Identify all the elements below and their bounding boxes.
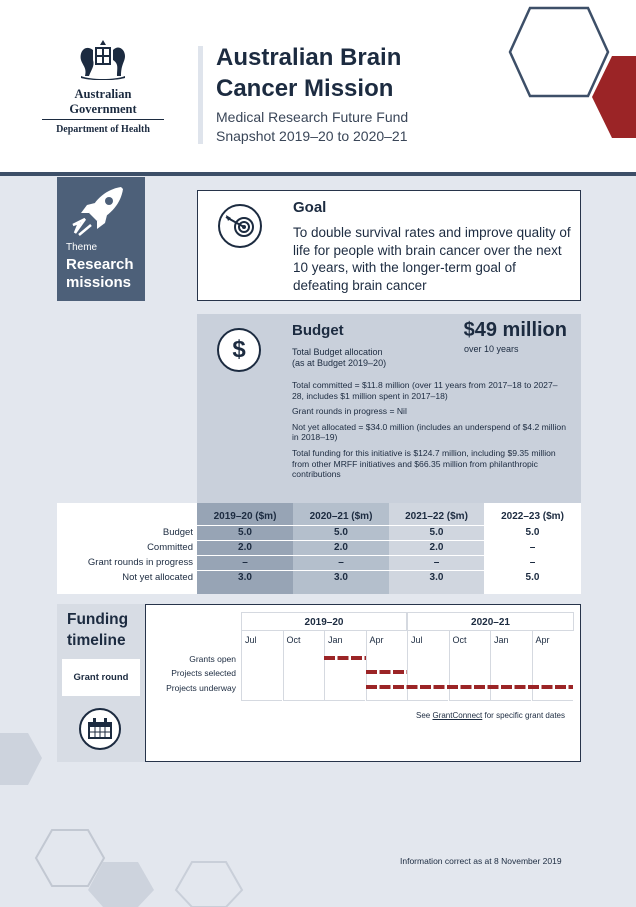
budget-amount: $49 million xyxy=(463,319,567,341)
budget-box xyxy=(197,314,581,504)
goal-box xyxy=(197,190,581,301)
header-divider xyxy=(0,172,636,176)
title-accent-bar xyxy=(198,46,203,144)
title-line-1: Australian Brain xyxy=(216,44,402,71)
budget-heading: Budget xyxy=(292,322,344,339)
budget-note: Total funding for this initiative is $124.7 million, including $9.35 million from other MRFF initiatives and $66.35 million from philanthropic contributions xyxy=(292,447,556,480)
theme-name-line-1: Research xyxy=(66,256,134,273)
row-label: Budget xyxy=(162,527,193,538)
cell: – xyxy=(338,557,344,568)
year-header: 2020–21 xyxy=(407,612,574,631)
cell: 2.0 xyxy=(238,542,252,553)
cell: 3.0 xyxy=(334,572,348,583)
grantconnect-note xyxy=(416,711,565,720)
table-header: 2022–23 ($m) xyxy=(501,511,564,522)
subtitle-line-1: Medical Research Future Fund xyxy=(216,109,409,125)
budget-total-label xyxy=(292,347,442,369)
note-prefix: See xyxy=(416,711,433,720)
goal-text: To double survival rates and improve quality of life for people with brain cancer over the next 10 years, with the longer-term goal of defeating brain cancer xyxy=(293,225,571,293)
row-label: Not yet allocated xyxy=(122,572,193,583)
cell: – xyxy=(242,557,248,568)
table-row xyxy=(57,570,581,585)
month-column: Oct xyxy=(283,631,324,701)
funding-timeline-chart xyxy=(145,604,581,762)
cell: 3.0 xyxy=(429,572,444,583)
table-row xyxy=(57,525,581,540)
title-line-2: Cancer Mission xyxy=(216,75,394,102)
target-icon xyxy=(218,204,262,248)
month-column: Apr xyxy=(366,631,407,701)
info-correct-date: Information correct as at 8 November 2019 xyxy=(400,856,562,866)
budget-note: Not yet allocated = $34.0 million (includes an underspend of $4.2 million in 2018–19) xyxy=(292,421,566,443)
government-logo xyxy=(42,38,164,135)
timeline-row-label: Grants open xyxy=(189,654,236,664)
page-subtitle xyxy=(216,108,408,146)
cell: – xyxy=(433,557,440,568)
theme-tile xyxy=(57,177,145,301)
cell: 5.0 xyxy=(429,527,444,538)
page-title xyxy=(216,42,401,104)
timeline-title xyxy=(67,609,128,651)
month-column: Apr xyxy=(532,631,573,701)
cell: 5.0 xyxy=(238,527,252,538)
table-row xyxy=(57,555,581,570)
cell: – xyxy=(529,542,536,553)
budget-amount-sub: over 10 years xyxy=(464,344,519,354)
grant-round-label: Grant round xyxy=(62,659,140,696)
timeline-title-1: Funding xyxy=(67,611,129,628)
note-suffix: for specific grant dates xyxy=(482,711,565,720)
timeline-row-label: Projects underway xyxy=(166,683,236,693)
theme-label: Theme xyxy=(66,242,98,253)
cell: 2.0 xyxy=(334,542,348,553)
budget-total-label-1: Total Budget allocation xyxy=(292,347,383,357)
budget-notes xyxy=(292,380,567,485)
row-label: Committed xyxy=(147,542,193,553)
month-column: Jan xyxy=(324,631,365,701)
grantconnect-link[interactable]: GrantConnect xyxy=(432,711,483,720)
cell: 5.0 xyxy=(334,527,348,538)
timeline-bar xyxy=(366,685,574,689)
cell: 5.0 xyxy=(525,527,540,538)
budget-table xyxy=(57,503,581,594)
theme-name xyxy=(66,256,134,292)
budget-note: Total committed = $11.8 million (over 11 years from 2017–18 to 2027–28, includes $1 million spent in 2017–18) xyxy=(292,380,558,401)
timeline-bar xyxy=(366,670,408,674)
table-header: 2019–20 ($m) xyxy=(213,511,277,522)
budget-total-label-2: (as at Budget 2019–20) xyxy=(292,358,387,368)
timeline-row-label: Projects selected xyxy=(171,668,236,678)
cell: 2.0 xyxy=(429,542,444,553)
funding-timeline-label xyxy=(57,604,145,762)
table-header: 2021–22 ($m) xyxy=(405,511,468,522)
header xyxy=(0,0,636,172)
calendar-icon xyxy=(79,708,121,750)
month-column: Jul xyxy=(407,631,448,701)
dollar-icon: $ xyxy=(217,328,261,372)
government-name: Australian Government xyxy=(42,87,164,120)
budget-note: Grant rounds in progress = Nil xyxy=(292,406,407,417)
department-name: Department of Health xyxy=(56,124,150,135)
rocket-icon xyxy=(71,185,125,237)
month-column: Jan xyxy=(490,631,531,701)
month-column: Oct xyxy=(449,631,490,701)
cell: 5.0 xyxy=(525,572,540,583)
timeline-bar xyxy=(324,656,366,660)
theme-name-line-2: missions xyxy=(66,274,132,291)
month-column: Jul xyxy=(241,631,282,701)
timeline-title-2: timeline xyxy=(67,632,126,649)
row-label: Grant rounds in progress xyxy=(87,557,193,568)
goal-heading: Goal xyxy=(293,199,327,216)
table-row xyxy=(57,540,581,555)
cell: 3.0 xyxy=(238,572,252,583)
cell: – xyxy=(529,557,536,568)
year-header: 2019–20 xyxy=(241,612,407,631)
coat-of-arms-icon xyxy=(73,38,133,80)
subtitle-line-2: Snapshot 2019–20 to 2020–21 xyxy=(216,128,408,144)
table-header: 2020–21 ($m) xyxy=(309,511,373,522)
